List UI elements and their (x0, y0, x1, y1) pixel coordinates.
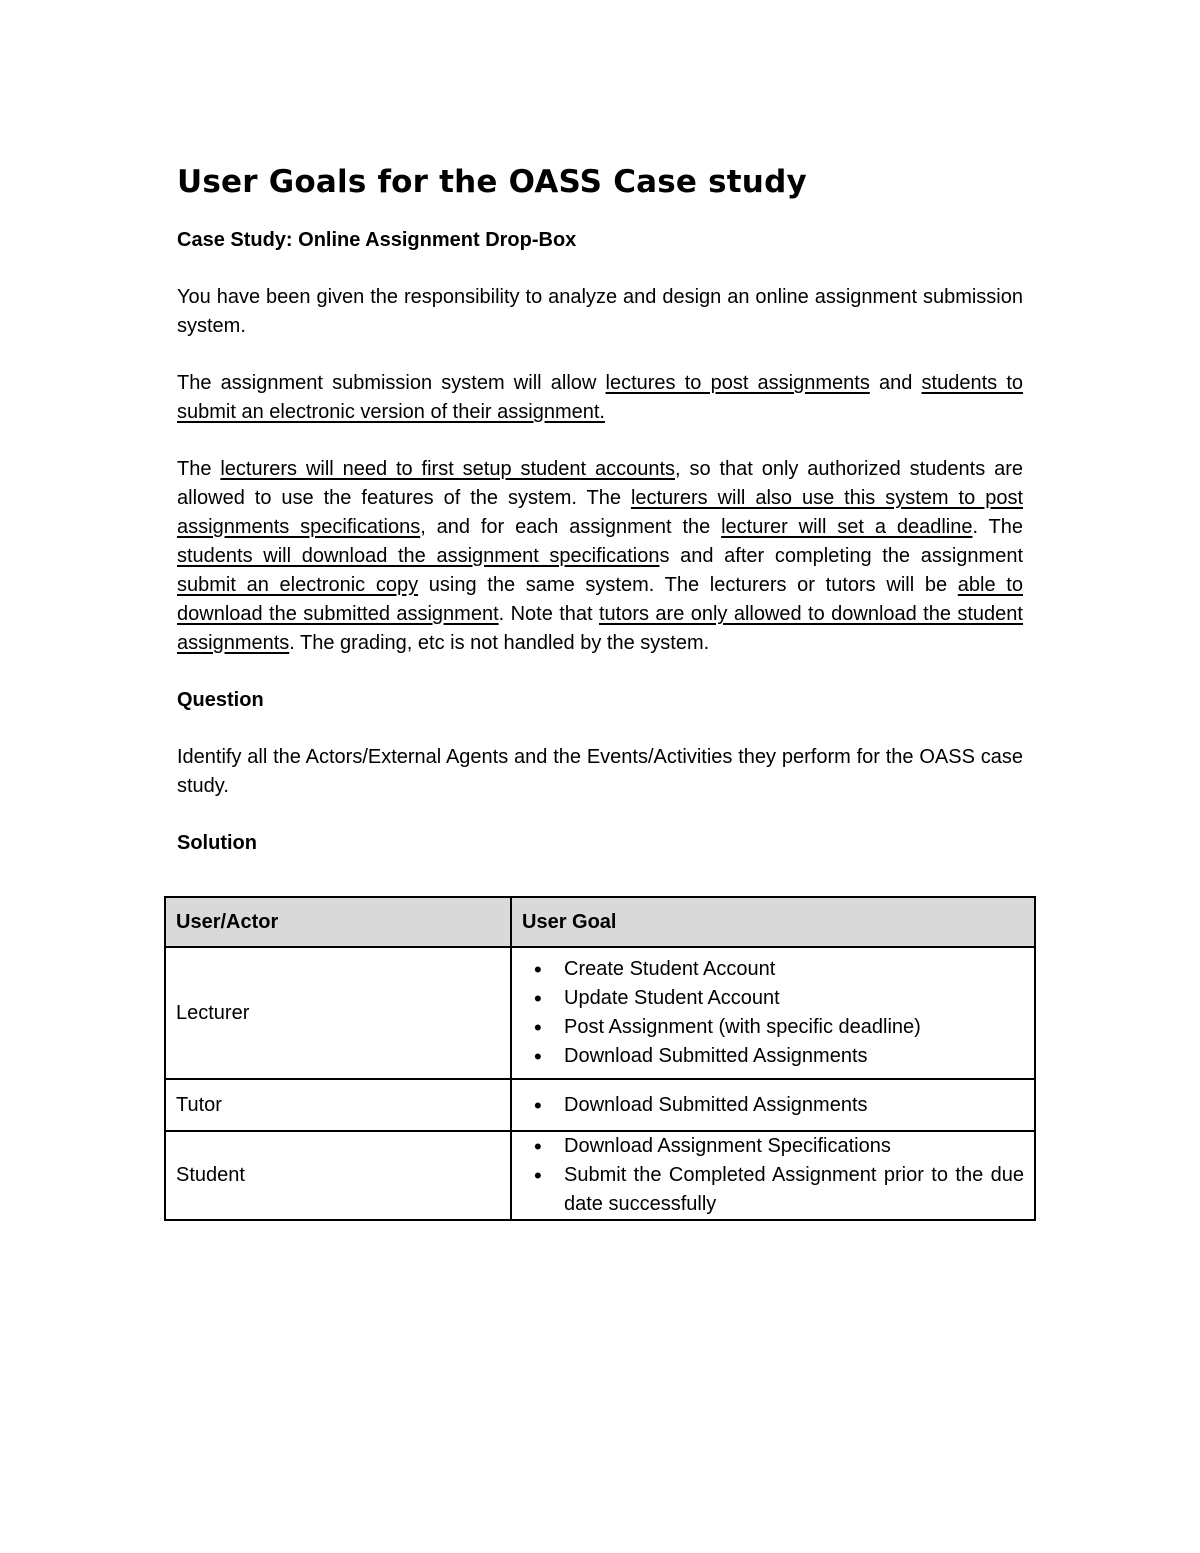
case-study-heading: Case Study: Online Assignment Drop-Box (177, 229, 577, 251)
underlined-phrase: lecturers will also use this system to post assignments specifications (177, 487, 1023, 538)
document-page (177, 160, 1023, 886)
underlined-phrase: students to submit an electronic version of their assignment. (177, 372, 1024, 423)
goal-item: • Post Assignment (with specific deadline) (522, 1013, 1024, 1042)
user-goals-table (164, 896, 1036, 1221)
underlined-phrase: able to download the submitted assignment (177, 574, 1023, 625)
text-run: The assignment submission system will allow (177, 372, 606, 394)
table-row-student (165, 1131, 1035, 1220)
underlined-phrase: submit an electronic copy (177, 574, 419, 596)
table-row-tutor (165, 1079, 1035, 1131)
table-header-row (165, 897, 1035, 947)
table-row-lecturer (165, 947, 1035, 1079)
goal-list (522, 1132, 1024, 1219)
header-user-actor: User/Actor (165, 897, 511, 947)
goal-item: • Download Submitted Assignments (522, 1042, 1024, 1071)
goals-cell (511, 1079, 1035, 1131)
underlined-phrase: students will download the assignment specification (177, 545, 660, 567)
underlined-phrase: tutors are only allowed to download the student assignments (177, 603, 1023, 654)
paragraph-intro: You have been given the responsibility to analyze and design an online assignment submission system. (177, 286, 1023, 337)
actor-cell: Lecturer (165, 947, 511, 1079)
underlined-phrase: lectures to post assignments (605, 372, 870, 394)
solution-heading: Solution (177, 832, 257, 854)
text-run: . Note that (498, 603, 599, 625)
text-run: and (869, 372, 922, 394)
goal-item: • Download Submitted Assignments (522, 1091, 1024, 1120)
text-run: , so that only authorized students are allowed to use the features of the system. The (177, 458, 1023, 509)
document-title: User Goals for the OASS Case study (177, 164, 807, 200)
goals-cell (511, 1131, 1035, 1220)
text-run: , and for each assignment the (420, 516, 722, 538)
text-run: using the same system. The lecturers or tutors will be (418, 574, 958, 596)
paragraph-system-overview (177, 369, 1023, 427)
goal-item: • Download Assignment Specifications (522, 1132, 1024, 1161)
goal-item: • Update Student Account (522, 984, 1024, 1013)
underlined-phrase: lecturers will need to first setup student accounts (220, 458, 676, 480)
goals-cell (511, 947, 1035, 1079)
actor-cell: Student (165, 1131, 511, 1220)
actor-cell: Tutor (165, 1079, 511, 1131)
question-heading: Question (177, 689, 264, 711)
paragraph-requirements (177, 455, 1023, 658)
goal-item: • Create Student Account (522, 955, 1024, 984)
header-user-goal: User Goal (511, 897, 1035, 947)
question-text: Identify all the Actors/External Agents and the Events/Activities they perform for the OASS case study. (177, 746, 1023, 797)
underlined-phrase: lecturer will set a deadline (721, 516, 973, 538)
goal-list (522, 955, 1024, 1071)
goal-list (522, 1091, 1024, 1120)
text-run: The (177, 458, 221, 480)
text-run: . The (972, 516, 1023, 538)
goal-item: • Submit the Completed Assignment prior to the due date successfully (522, 1161, 1024, 1219)
text-run: . The grading, etc is not handled by the system. (289, 632, 710, 654)
text-run: s and after completing the assignment (659, 545, 1023, 567)
